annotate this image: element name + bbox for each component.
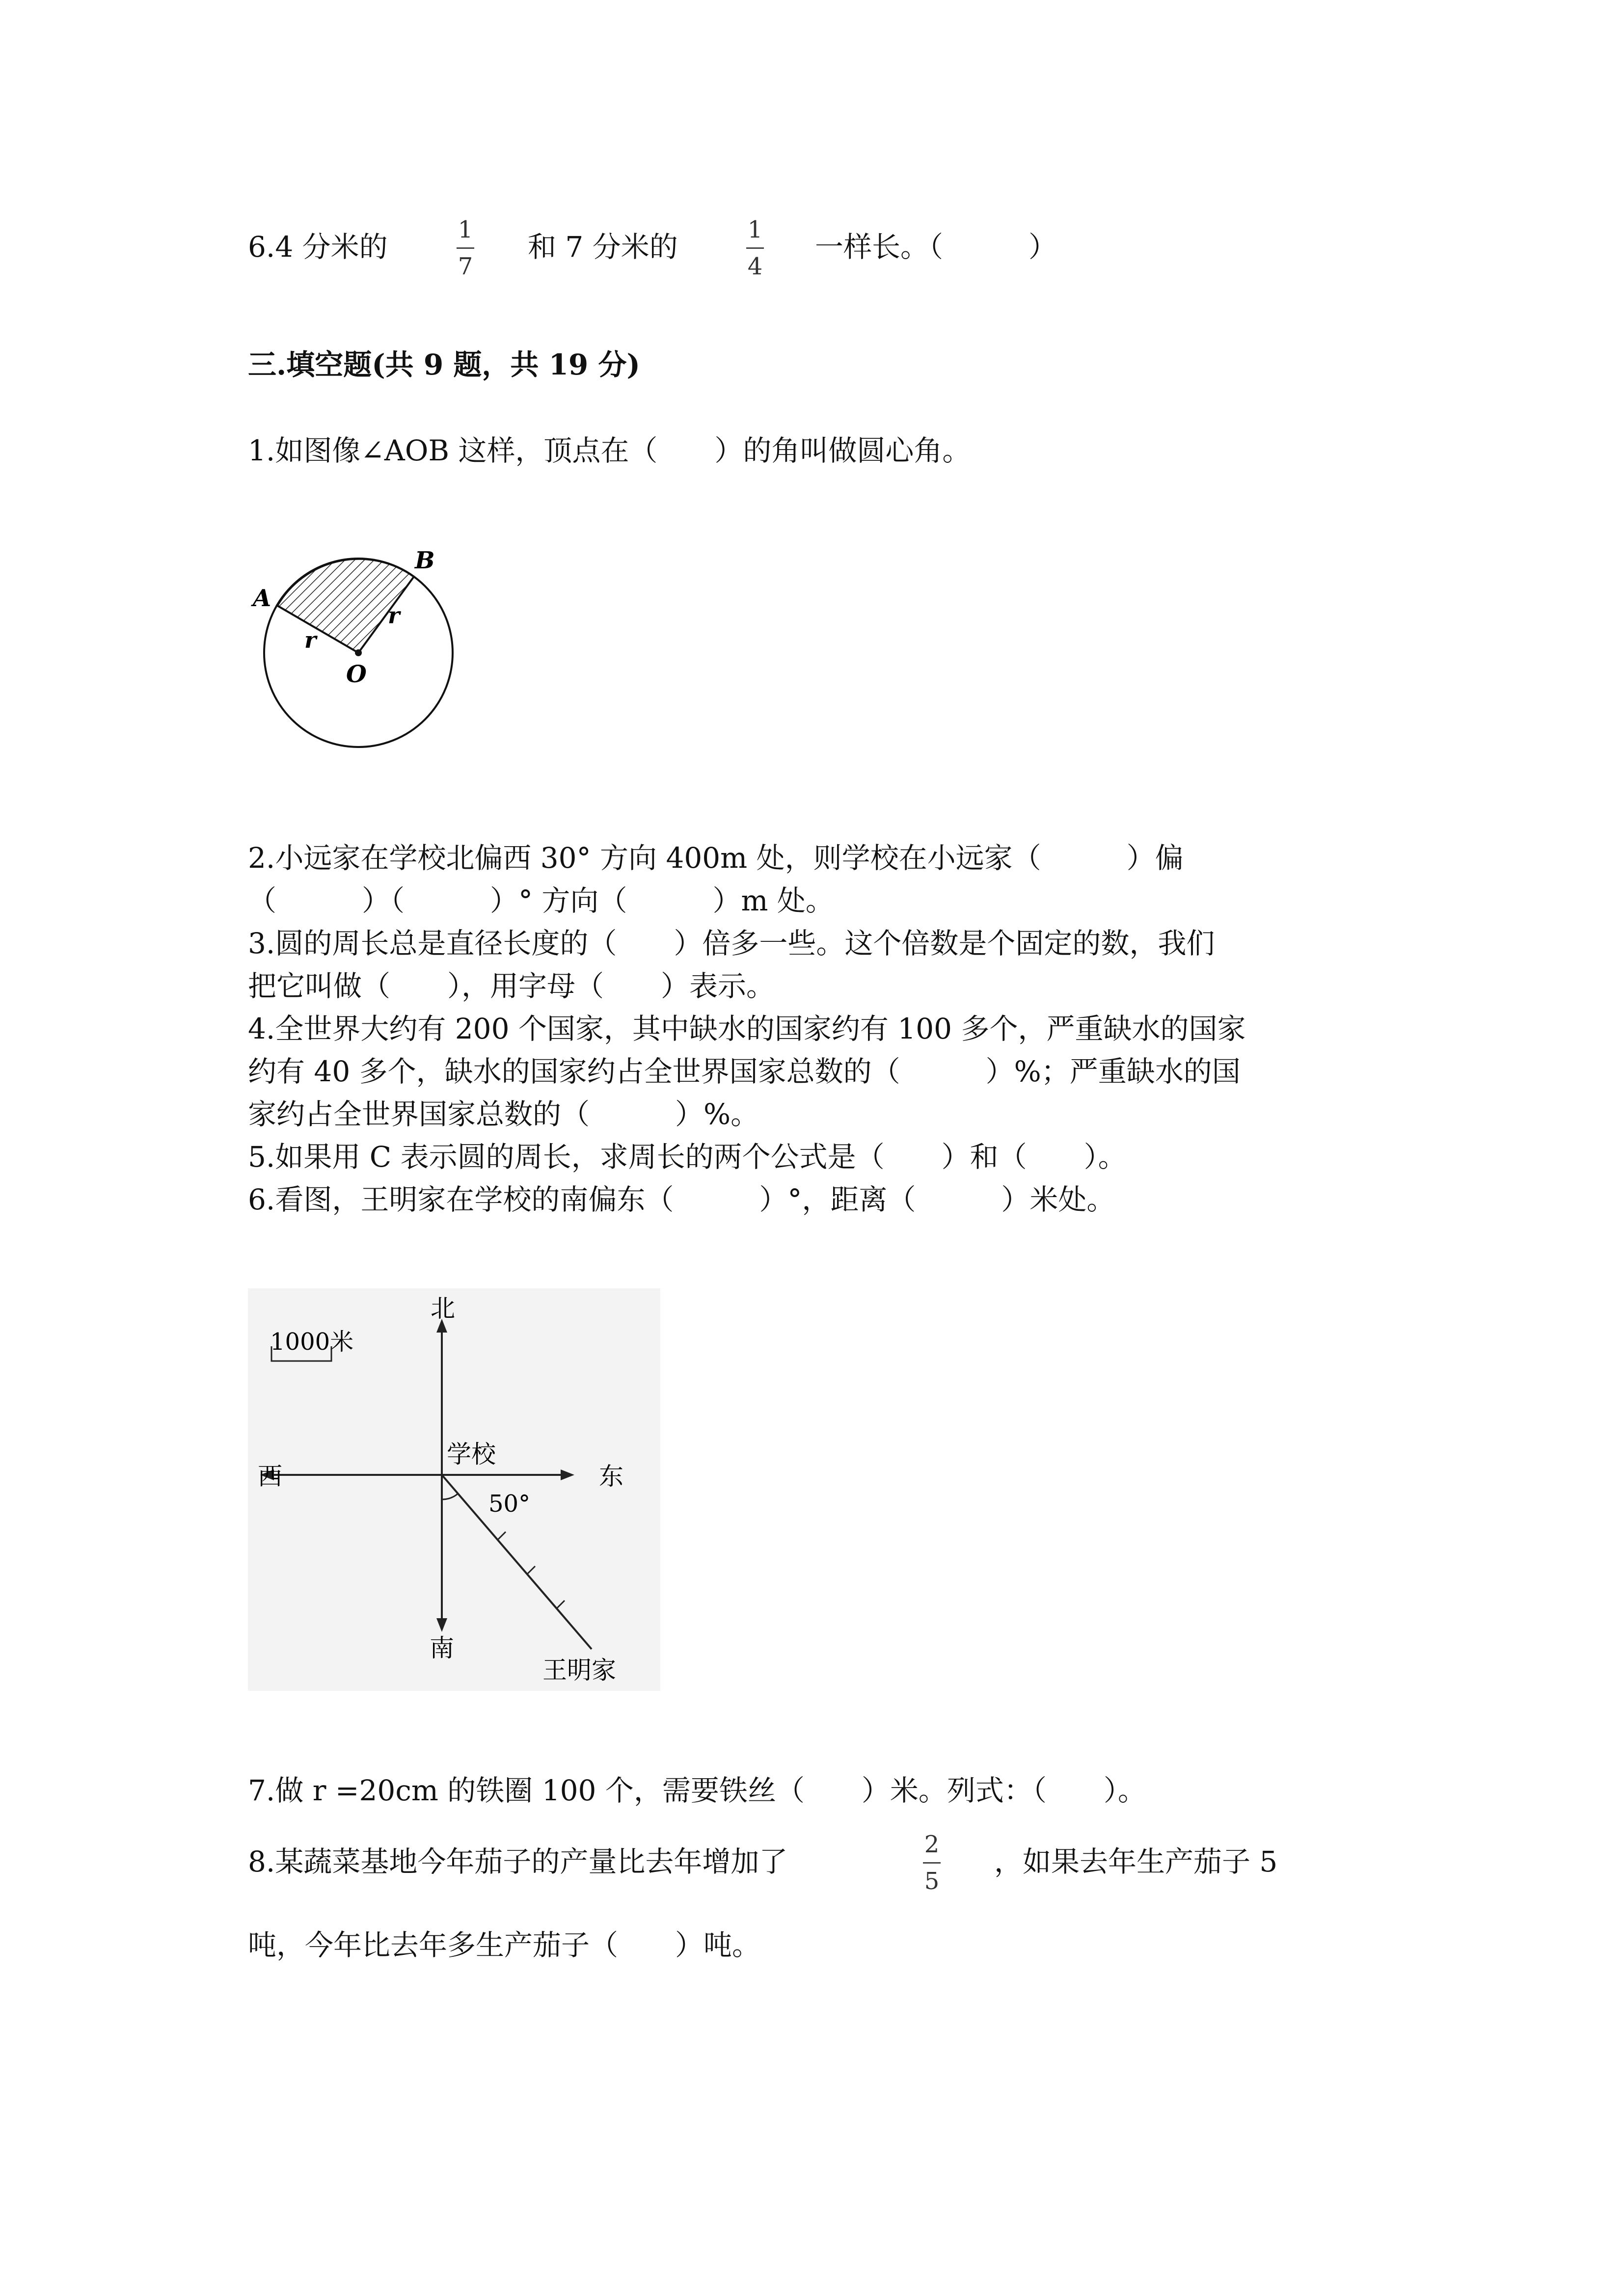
- fraction-denominator: 5: [924, 1868, 940, 1895]
- label-O: O: [346, 661, 367, 688]
- fraction: [923, 1831, 941, 1895]
- label-r-left: r: [304, 627, 317, 653]
- label-scale: 1000米: [270, 1328, 354, 1356]
- question-text-segment: 和 7 分米的: [528, 230, 678, 264]
- question-8-part-2: ，如果去年生产茄子 5: [994, 1845, 1278, 1878]
- fraction-denominator: 7: [458, 253, 473, 280]
- label-B: B: [415, 547, 435, 574]
- fraction-bar: [746, 247, 764, 249]
- fraction-bar: [923, 1862, 941, 1864]
- question-8-line-2: 吨，今年比去年多生产茄子（ ）吨。: [248, 1928, 761, 1962]
- fraction-numerator: 1: [458, 216, 473, 243]
- fraction-numerator: 1: [747, 216, 763, 243]
- label-r-right: r: [388, 602, 400, 629]
- label-home: 王明家: [542, 1656, 616, 1684]
- label-north: 北: [431, 1294, 455, 1323]
- question-text-segment: 一样长。（ ）: [815, 230, 1057, 264]
- question-6: 6.看图，王明家在学校的南偏东（ ）°，距离（ ）米处。: [248, 1183, 1115, 1216]
- question-4-line-3: 家约占全世界国家总数的（ ）%。: [248, 1097, 759, 1131]
- center-point: [355, 649, 362, 656]
- direction-map-figure: [248, 1288, 660, 1691]
- question-text: [815, 226, 1057, 268]
- fraction-numerator: 2: [924, 1831, 940, 1858]
- question-5: 5.如果用 C 表示圆的周长，求周长的两个公式是（ ）和（ ）。: [248, 1140, 1127, 1174]
- question-3-line-1: 3.圆的周长总是直径长度的（ ）倍多一些。这个倍数是个固定的数，我们: [248, 927, 1215, 960]
- question-8-part-1: 8.某蔬菜基地今年茄子的产量比去年增加了: [248, 1845, 788, 1878]
- circle-sector-figure: [248, 540, 474, 751]
- question-4-line-1: 4.全世界大约有 200 个国家，其中缺水的国家约有 100 多个，严重缺水的国家: [248, 1012, 1246, 1045]
- fraction: [746, 216, 764, 280]
- question-7: 7.做 r =20cm 的铁圈 100 个，需要铁丝（ ）米。列式：（ ）。: [248, 1774, 1146, 1807]
- question-3-line-2: 把它叫做（ ），用字母（ ）表示。: [248, 969, 775, 1003]
- question-2-line-2: （ ）（ ）° 方向（ ）m 处。: [248, 884, 834, 917]
- question-text: [528, 226, 678, 268]
- question-prev-6: [248, 226, 388, 268]
- fraction-bar: [457, 247, 474, 249]
- label-east: 东: [599, 1462, 623, 1491]
- question-2-line-1: 2.小远家在学校北偏西 30° 方向 400m 处，则学校在小远家（ ）偏: [248, 841, 1184, 875]
- label-school: 学校: [447, 1440, 496, 1468]
- section-title: 三.填空题(共 9 题，共 19 分): [248, 348, 640, 381]
- label-A: A: [253, 585, 271, 612]
- question-1: 1.如图像∠AOB 这样，顶点在（ ）的角叫做圆心角。: [248, 434, 971, 467]
- fraction: [457, 216, 474, 280]
- label-angle: 50°: [488, 1490, 531, 1518]
- fraction-denominator: 4: [747, 253, 763, 280]
- question-text: 6.4 分米的: [248, 230, 388, 264]
- label-west: 西: [258, 1462, 282, 1491]
- label-south: 南: [430, 1634, 454, 1662]
- question-4-line-2: 约有 40 多个，缺水的国家约占全世界国家总数的（ ）%；严重缺水的国: [248, 1055, 1241, 1088]
